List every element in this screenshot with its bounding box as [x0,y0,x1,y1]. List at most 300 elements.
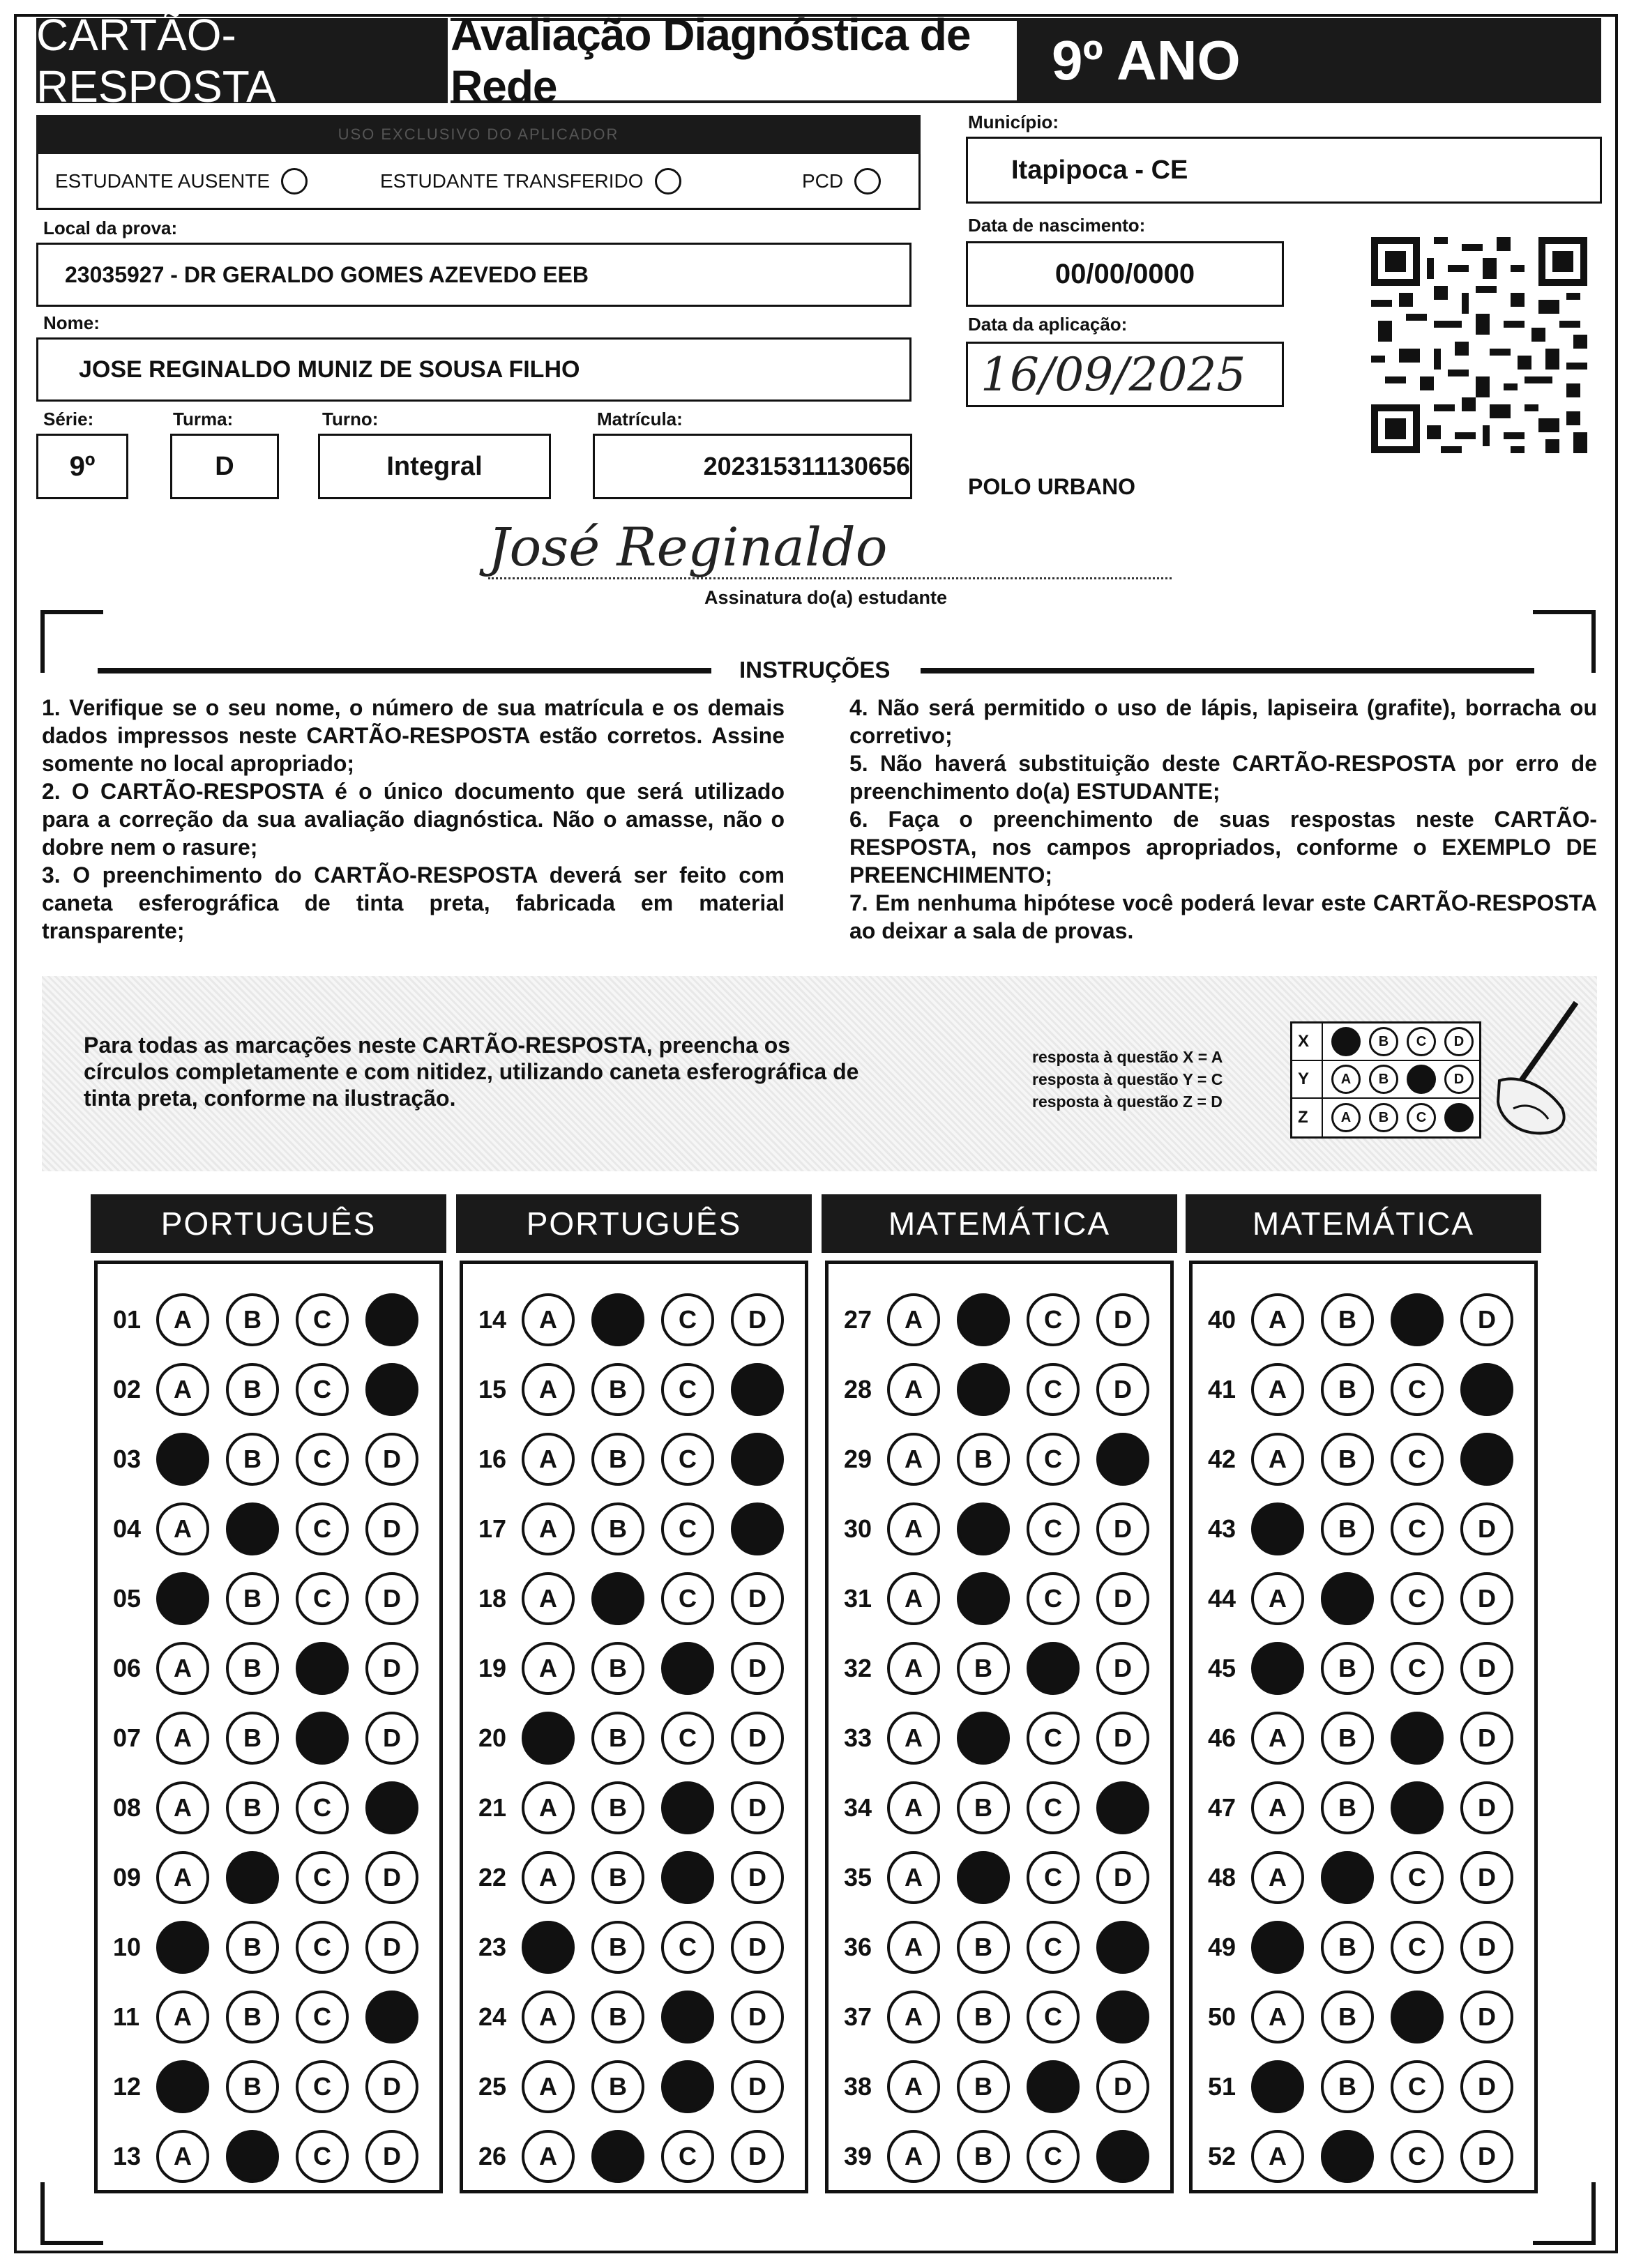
answer-bubble-b[interactable] [1321,2130,1374,2183]
answer-bubble-c[interactable]: C [296,1363,349,1416]
transferred-radio[interactable] [655,168,681,195]
answer-bubble-b[interactable]: B [226,1363,279,1416]
answer-bubble-b[interactable]: B [957,1921,1010,1974]
answer-bubble-a[interactable]: A [887,1363,940,1416]
answer-bubble-d[interactable]: D [365,2060,418,2113]
answer-bubble-b[interactable] [957,1712,1010,1765]
answer-bubble-b[interactable]: B [1321,1712,1374,1765]
aplicacao-field: 16/09/2025 [966,342,1284,407]
answer-column [460,1261,808,2193]
answer-bubble-a[interactable]: A [156,1991,209,2044]
answer-bubble-c[interactable]: C [296,1433,349,1486]
question-row [1193,2052,1534,2122]
answer-bubble-c[interactable]: C [1391,1921,1444,1974]
answer-bubble-c[interactable]: C [1027,1781,1080,1834]
answer-bubble-b[interactable] [1321,1572,1374,1625]
answer-bubble-a[interactable]: A [522,1363,575,1416]
answer-bubble-a[interactable] [156,1921,209,1974]
answer-bubble-c[interactable]: C [1027,1502,1080,1555]
example-bubble: A [1331,1103,1361,1132]
pcd-label: PCD [802,169,844,192]
answer-bubble-d[interactable]: D [731,1991,784,2044]
answer-bubble-a[interactable]: A [522,1642,575,1695]
question-number: 09 [113,1863,142,1892]
answer-column [1189,1261,1538,2193]
question-row [98,1424,439,1494]
answer-bubble-c[interactable]: C [296,1851,349,1904]
answer-bubble-d[interactable]: D [1460,1642,1513,1695]
absent-radio[interactable] [281,168,308,195]
answer-bubble-d[interactable]: D [1460,1991,1513,2044]
answer-bubble-c[interactable]: C [1027,1851,1080,1904]
answer-bubble-c[interactable] [296,1642,349,1695]
qr-code-icon [1371,237,1587,453]
answer-bubble-d[interactable]: D [365,1572,418,1625]
answer-bubble-d[interactable]: D [731,1642,784,1695]
answer-bubble-d[interactable]: D [1096,1712,1149,1765]
answer-bubble-d[interactable]: D [1096,1851,1149,1904]
answer-bubble-b[interactable] [957,1293,1010,1346]
answer-bubble-d[interactable] [731,1502,784,1555]
answer-bubble-b[interactable] [591,1572,644,1625]
answer-bubble-a[interactable]: A [522,1502,575,1555]
student-status-box [36,154,921,210]
answer-bubble-b[interactable] [226,1851,279,1904]
answer-bubble-b[interactable]: B [226,1572,279,1625]
answer-bubble-a[interactable]: A [156,1642,209,1695]
answer-bubble-a[interactable]: A [1251,1712,1304,1765]
answer-bubble-a[interactable] [522,1712,575,1765]
answer-bubble-a[interactable]: A [156,1363,209,1416]
question-number: 07 [113,1723,142,1752]
question-number: 31 [844,1584,872,1613]
example-bubble: B [1369,1027,1398,1056]
answer-bubble-c[interactable]: C [1391,1572,1444,1625]
answer-bubble-c[interactable]: C [661,1921,714,1974]
turma-label: Turma: [173,409,234,429]
question-row [463,1494,805,1564]
answer-bubble-d[interactable]: D [365,1642,418,1695]
answer-bubble-c[interactable]: C [296,1991,349,2044]
answer-bubble-b[interactable] [226,1502,279,1555]
answer-bubble-d[interactable]: D [731,1781,784,1834]
answer-bubble-a[interactable]: A [1251,1293,1304,1346]
answer-bubble-d[interactable]: D [1460,1851,1513,1904]
answer-bubble-d[interactable]: D [731,1712,784,1765]
answer-bubble-d[interactable] [365,1781,418,1834]
question-row [463,1634,805,1703]
answer-bubble-b[interactable]: B [1321,1991,1374,2044]
answer-bubble-c[interactable]: C [1391,1502,1444,1555]
question-row [1193,1912,1534,1982]
municipio-field: Itapipoca - CE [966,137,1602,204]
answer-bubble-c[interactable] [1391,1991,1444,2044]
answer-bubble-a[interactable] [1251,2060,1304,2113]
answer-bubble-c[interactable]: C [661,1293,714,1346]
answer-bubble-a[interactable]: A [887,2130,940,2183]
corner-top-left [40,610,103,673]
answer-bubble-b[interactable]: B [226,1433,279,1486]
answer-bubble-d[interactable]: D [731,1293,784,1346]
question-number: 44 [1208,1584,1236,1613]
pcd-option[interactable] [802,168,881,195]
answer-bubble-c[interactable]: C [661,1712,714,1765]
answer-bubble-d[interactable] [365,1991,418,2044]
answer-bubble-d[interactable]: D [365,1712,418,1765]
answer-bubble-d[interactable]: D [1460,1712,1513,1765]
turma-field: D [170,434,279,499]
answer-bubble-a[interactable]: A [887,1502,940,1555]
answer-bubble-c[interactable] [1027,2060,1080,2113]
question-row [1193,1703,1534,1773]
answer-bubble-b[interactable]: B [591,1502,644,1555]
answer-bubble-c[interactable]: C [1391,1433,1444,1486]
answer-bubble-d[interactable]: D [1096,2060,1149,2113]
answer-bubble-a[interactable]: A [887,1293,940,1346]
question-number: 11 [113,2002,140,2031]
question-number: 32 [844,1654,872,1682]
pcd-radio[interactable] [854,168,881,195]
answer-bubble-b[interactable]: B [957,1781,1010,1834]
answer-bubble-c[interactable]: C [1027,1712,1080,1765]
answer-bubble-d[interactable] [1460,1363,1513,1416]
question-number: 25 [478,2072,507,2101]
answer-bubble-a[interactable] [1251,1921,1304,1974]
answer-bubble-b[interactable]: B [591,1851,644,1904]
serie-field: 9º [36,434,128,499]
example-bubble [1407,1065,1436,1094]
signature-line [488,577,1172,579]
answer-bubble-a[interactable]: A [1251,1433,1304,1486]
answer-bubble-d[interactable]: D [365,1921,418,1974]
answer-bubble-d[interactable]: D [731,1921,784,1974]
local-field: 23035927 - DR GERALDO GOMES AZEVEDO EEB [36,243,911,307]
answer-bubble-c[interactable]: C [661,1363,714,1416]
answer-bubble-c[interactable]: C [296,2130,349,2183]
instruction-6: 6. Faça o preenchimento de suas respostas neste CARTÃO-RESPOSTA, nos campos apropriados, conforme o EXEMPLO DE PREENCHIMENTO; [849,807,1597,888]
answer-bubble-b[interactable] [957,1502,1010,1555]
example-bubble: D [1444,1065,1474,1094]
answer-bubble-a[interactable]: A [887,1433,940,1486]
subject-header: MATEMÁTICA [822,1194,1177,1253]
question-row [98,1703,439,1773]
answer-bubble-a[interactable]: A [522,1991,575,2044]
card-title: CARTÃO-RESPOSTA [36,18,448,103]
answer-bubble-d[interactable] [365,1363,418,1416]
answer-bubble-c[interactable] [661,1991,714,2044]
answer-bubble-b[interactable]: B [1321,1293,1374,1346]
answer-bubble-b[interactable] [957,1572,1010,1625]
instruction-7: 7. Em nenhuma hipótese você poderá levar este CARTÃO-RESPOSTA ao deixar a sala de provas. [849,890,1597,943]
answer-bubble-c[interactable] [661,1781,714,1834]
answer-bubble-a[interactable]: A [887,1851,940,1904]
example-bubble: B [1369,1103,1398,1132]
instruction-1: 1. Verifique se o seu nome, o número de sua matrícula e os demais dados impressos neste CARTÃO-RESPOSTA estão corretos. Assine somente no local apropriado; [42,695,785,776]
answer-bubble-b[interactable]: B [226,2060,279,2113]
question-row [829,2052,1170,2122]
subject-header: PORTUGUÊS [456,1194,812,1253]
answer-bubble-a[interactable] [156,1433,209,1486]
answer-bubble-a[interactable]: A [887,1781,940,1834]
matricula-label: Matrícula: [597,409,683,429]
answer-bubble-a[interactable] [156,1572,209,1625]
answer-bubble-c[interactable]: C [1027,1991,1080,2044]
absent-label: ESTUDANTE AUSENTE [55,169,271,192]
answer-bubble-c[interactable]: C [661,1502,714,1555]
answer-bubble-b[interactable]: B [1321,1921,1374,1974]
answer-bubble-c[interactable]: C [296,1502,349,1555]
answer-bubble-b[interactable]: B [957,1642,1010,1695]
answer-bubble-b[interactable]: B [1321,1781,1374,1834]
answer-bubble-a[interactable]: A [887,1991,940,2044]
question-number: 19 [478,1654,507,1682]
answer-bubble-c[interactable]: C [1391,1642,1444,1695]
answer-bubble-c[interactable]: C [1391,2060,1444,2113]
answer-bubble-d[interactable]: D [1460,1781,1513,1834]
instruction-2: 2. O CARTÃO-RESPOSTA é o único documento que será utilizado para a correção da sua avaliação diagnóstica. Não o amasse, não o dobre nem o rasure; [42,779,785,860]
answer-bubble-b[interactable]: B [1321,1433,1374,1486]
answer-bubble-d[interactable]: D [1096,1642,1149,1695]
question-number: 37 [844,2002,872,2031]
answer-bubble-b[interactable]: B [591,1433,644,1486]
question-number: 43 [1208,1514,1236,1543]
answer-bubble-d[interactable]: D [1096,1363,1149,1416]
question-row [463,1843,805,1912]
question-number: 21 [478,1793,507,1822]
question-number: 30 [844,1514,872,1543]
question-number: 40 [1208,1305,1236,1334]
absent-option[interactable] [55,168,308,195]
answer-bubble-c[interactable]: C [1391,1851,1444,1904]
question-number: 42 [1208,1445,1236,1473]
answer-bubble-a[interactable]: A [887,1572,940,1625]
answer-bubble-c[interactable]: C [1027,1433,1080,1486]
answer-bubble-a[interactable]: A [522,2130,575,2183]
question-row [98,1494,439,1564]
question-row [1193,1564,1534,1634]
answer-bubble-d[interactable]: D [365,2130,418,2183]
answer-bubble-d[interactable]: D [1460,1502,1513,1555]
answer-bubble-b[interactable]: B [957,2060,1010,2113]
answer-bubble-b[interactable]: B [1321,1363,1374,1416]
question-row [829,1564,1170,1634]
answer-bubble-d[interactable] [1096,1991,1149,2044]
question-number: 47 [1208,1793,1236,1822]
question-number: 13 [113,2142,142,2170]
answer-bubble-d[interactable]: D [731,1851,784,1904]
answer-bubble-a[interactable]: A [1251,1572,1304,1625]
instructions-rule-left [98,668,711,673]
answer-bubble-b[interactable] [591,2130,644,2183]
answer-bubble-b[interactable]: B [226,1781,279,1834]
answer-bubble-b[interactable]: B [591,1363,644,1416]
question-row [829,1355,1170,1424]
answer-bubble-c[interactable] [661,2060,714,2113]
answer-bubble-a[interactable]: A [887,1642,940,1695]
answer-bubble-d[interactable] [731,1433,784,1486]
answer-bubble-b[interactable]: B [1321,1642,1374,1695]
answer-bubble-c[interactable]: C [1391,1363,1444,1416]
question-row [463,1982,805,2052]
transferred-option[interactable] [380,168,681,195]
answer-bubble-d[interactable]: D [1460,2060,1513,2113]
question-number: 41 [1208,1375,1236,1403]
answer-bubble-d[interactable]: D [1096,1293,1149,1346]
answer-bubble-c[interactable]: C [296,1921,349,1974]
answer-bubble-b[interactable]: B [957,1991,1010,2044]
answer-bubble-d[interactable] [1460,1433,1513,1486]
answer-bubble-c[interactable] [1391,1293,1444,1346]
answer-bubble-a[interactable]: A [156,2130,209,2183]
answer-bubble-a[interactable]: A [156,1502,209,1555]
answer-bubble-b[interactable] [591,1293,644,1346]
question-row [829,1634,1170,1703]
question-number: 04 [113,1514,142,1543]
answer-bubble-b[interactable] [1321,1851,1374,1904]
answer-bubble-b[interactable] [957,1363,1010,1416]
answer-bubble-c[interactable]: C [1027,1572,1080,1625]
aplicacao-label: Data da aplicação: [968,314,1128,335]
answer-bubble-a[interactable]: A [1251,2130,1304,2183]
answer-bubble-c[interactable] [296,1712,349,1765]
answer-bubble-c[interactable]: C [1027,2130,1080,2183]
question-row [463,1424,805,1494]
answer-column [94,1261,443,2193]
answer-bubble-c[interactable]: C [661,1572,714,1625]
answer-bubble-d[interactable] [1096,1433,1149,1486]
answer-bubble-c[interactable]: C [1391,2130,1444,2183]
answer-bubble-d[interactable]: D [731,1572,784,1625]
answer-bubble-b[interactable]: B [1321,2060,1374,2113]
answer-bubble-b[interactable]: B [226,1293,279,1346]
answer-bubble-a[interactable]: A [522,1293,575,1346]
answer-bubble-d[interactable]: D [1096,1572,1149,1625]
answer-bubble-c[interactable]: C [296,1293,349,1346]
question-number: 51 [1208,2072,1236,2101]
answer-bubble-a[interactable]: A [1251,1363,1304,1416]
answer-bubble-d[interactable]: D [1460,1572,1513,1625]
answer-bubble-a[interactable]: A [522,1781,575,1834]
answer-bubble-c[interactable]: C [661,2130,714,2183]
answer-bubble-b[interactable]: B [957,2130,1010,2183]
answer-bubble-a[interactable] [1251,1642,1304,1695]
answer-bubble-b[interactable]: B [226,1991,279,2044]
answer-bubble-a[interactable]: A [887,1921,940,1974]
local-label: Local da prova: [43,218,178,238]
answer-bubble-b[interactable]: B [591,1781,644,1834]
question-number: 26 [478,2142,507,2170]
answer-bubble-a[interactable]: A [156,1712,209,1765]
answer-bubble-a[interactable]: A [522,1433,575,1486]
answer-bubble-c[interactable]: C [296,1572,349,1625]
question-number: 50 [1208,2002,1236,2031]
answer-bubble-d[interactable] [365,1293,418,1346]
answer-bubble-b[interactable]: B [226,1921,279,1974]
question-row [829,1703,1170,1773]
answer-bubble-b[interactable]: B [591,1642,644,1695]
answer-bubble-a[interactable]: A [522,2060,575,2113]
question-row [1193,1494,1534,1564]
answer-bubble-c[interactable] [661,1642,714,1695]
answer-bubble-b[interactable]: B [957,1433,1010,1486]
example-row-label: Y [1298,1061,1323,1097]
answer-bubble-b[interactable]: B [1321,1502,1374,1555]
answer-bubble-d[interactable] [1096,2130,1149,2183]
answer-bubble-d[interactable]: D [1096,1502,1149,1555]
corner-top-right [1533,610,1596,673]
question-number: 03 [113,1445,142,1473]
answer-bubble-a[interactable]: A [887,2060,940,2113]
answer-bubble-c[interactable]: C [1027,1921,1080,1974]
answer-bubble-a[interactable]: A [156,1781,209,1834]
question-number: 17 [478,1514,507,1543]
answer-bubble-c[interactable] [1027,1642,1080,1695]
question-row [98,1285,439,1355]
instruction-5: 5. Não haverá substituição deste CARTÃO-RESPOSTA por erro de preenchimento do(a) ESTUDANTE; [849,751,1597,804]
answer-bubble-d[interactable]: D [365,1851,418,1904]
answer-bubble-c[interactable] [1391,1781,1444,1834]
answer-bubble-a[interactable]: A [1251,1991,1304,2044]
answer-bubble-a[interactable]: A [522,1572,575,1625]
answer-bubble-d[interactable]: D [731,2060,784,2113]
answer-bubble-d[interactable]: D [731,2130,784,2183]
answer-bubble-b[interactable]: B [591,1712,644,1765]
answer-bubble-a[interactable]: A [1251,1851,1304,1904]
answer-bubble-a[interactable]: A [156,1293,209,1346]
answer-bubble-c[interactable] [1391,1712,1444,1765]
answer-bubble-b[interactable]: B [591,1991,644,2044]
answer-bubble-a[interactable]: A [887,1712,940,1765]
answer-bubble-b[interactable]: B [226,1642,279,1695]
answer-bubble-d[interactable]: D [365,1502,418,1555]
example-bubble: D [1444,1027,1474,1056]
answer-bubble-b[interactable] [226,2130,279,2183]
answer-bubble-a[interactable] [156,2060,209,2113]
answer-bubble-c[interactable]: C [296,1781,349,1834]
instructions-left [42,694,785,945]
answer-bubble-d[interactable] [1096,1781,1149,1834]
transferred-label: ESTUDANTE TRANSFERIDO [380,169,644,192]
question-number: 06 [113,1654,142,1682]
answer-bubble-d[interactable]: D [1460,1921,1513,1974]
example-row-label: X [1298,1023,1323,1060]
question-number: 29 [844,1445,872,1473]
answer-bubble-d[interactable] [1096,1921,1149,1974]
answer-bubble-b[interactable]: B [591,1921,644,1974]
fill-example-legend [1032,1046,1223,1113]
answer-bubble-d[interactable]: D [1460,1293,1513,1346]
legend-y: resposta à questão Y = C [1032,1070,1223,1088]
answer-bubble-d[interactable]: D [365,1433,418,1486]
answer-bubble-c[interactable]: C [296,2060,349,2113]
answer-bubble-a[interactable]: A [522,1851,575,1904]
answer-bubble-d[interactable] [731,1363,784,1416]
answer-bubble-c[interactable]: C [661,1433,714,1486]
answer-bubble-a[interactable] [522,1921,575,1974]
answer-bubble-c[interactable]: C [1027,1293,1080,1346]
answer-bubble-c[interactable] [661,1851,714,1904]
answer-bubble-b[interactable]: B [226,1712,279,1765]
answer-bubble-b[interactable] [957,1851,1010,1904]
answer-bubble-d[interactable]: D [1460,2130,1513,2183]
answer-bubble-a[interactable] [1251,1502,1304,1555]
answer-bubble-a[interactable]: A [156,1851,209,1904]
answer-bubble-c[interactable]: C [1027,1363,1080,1416]
answer-bubble-b[interactable]: B [591,2060,644,2113]
instruction-4: 4. Não será permitido o uso de lápis, lapiseira (grafite), borracha ou corretivo; [849,695,1597,748]
question-number: 28 [844,1375,872,1403]
answer-bubble-a[interactable]: A [1251,1781,1304,1834]
